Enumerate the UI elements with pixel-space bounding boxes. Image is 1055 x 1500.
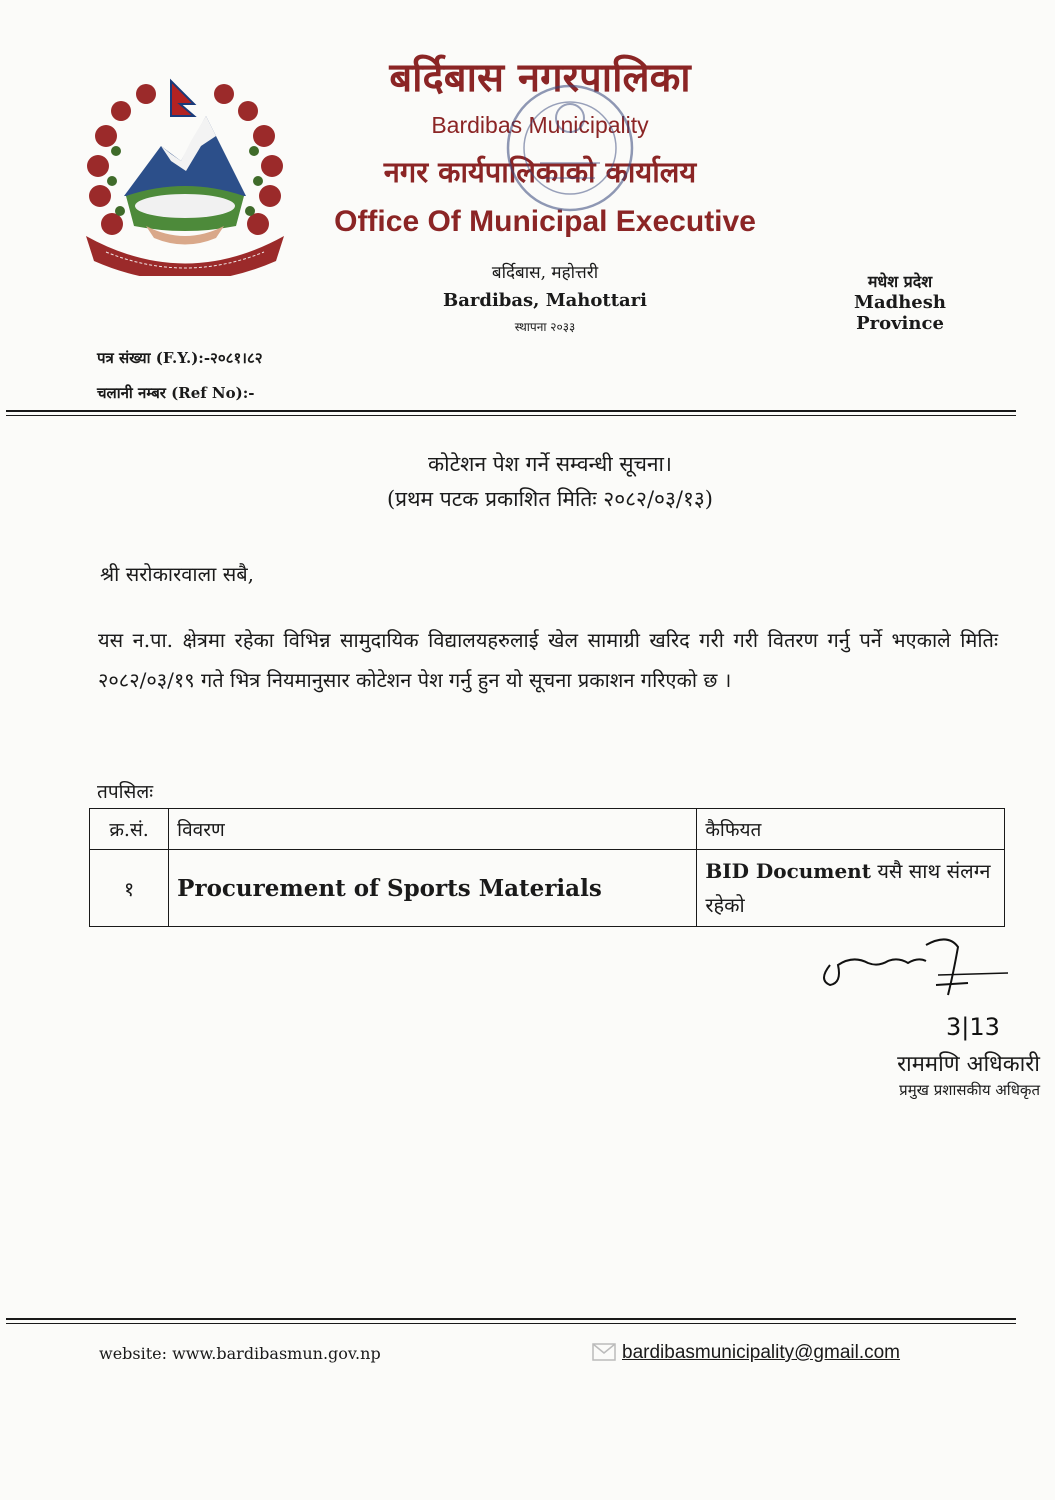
row-remark [697,850,1005,927]
email-link[interactable]: bardibasmunicipality@gmail.com [622,1342,901,1363]
signatory-title: प्रमुख प्रशासकीय अधिकृत [899,1081,1040,1099]
notice-body: यस न.पा. क्षेत्रमा रहेका विभिन्न सामुदायिक विद्यालयहरुलाई खेल सामाग्री खरिद गरी गरी वितरण गर्नु पर्ने भएकाले मितिः २०८२/०३/१९ गते भित्र नियमानुसार कोटेशन पेश गर्नु हुन यो सूचना प्रकाशन गरिएको छ । [98,628,998,692]
row-description: Procurement of Sports Materials [169,850,697,927]
column-header-sn: क्र.सं. [90,809,169,850]
address-en: Bardibas, Mahottari [443,290,647,311]
details-label: तपसिलः [97,781,154,803]
municipal-stamp-icon [500,78,640,218]
table-header-row [90,809,1005,850]
notice-published-date: (प्रथम पटक प्रकाशित मितिः २०८२/०३/१३) [386,487,713,511]
signature-date: 3|13 [946,1013,1000,1041]
established-year: स्थापना २०३३ [514,320,576,334]
signatory-name: राममणि अधिकारी [897,1052,1040,1077]
column-header-description: विवरण [169,809,697,850]
footer-divider-thin [6,1323,1016,1324]
handwritten-signature [808,935,1038,1045]
municipality-title-ne: बर्दिबास नगरपालिका [389,54,691,101]
address-ne: बर्दिबास, महोत्तरी [491,263,599,283]
header-divider [6,410,1016,412]
header-divider-thin [6,415,1016,416]
salutation: श्री सरोकारवाला सबै, [100,562,254,586]
notice-title: कोटेशन पेश गर्ने सम्वन्धी सूचना। [428,452,672,476]
province-ne: मधेश प्रदेश [867,272,933,291]
province-en: Madhesh Province [854,292,946,334]
row-sn: १ [90,850,169,927]
column-header-remark: कैफियत [697,809,1005,850]
website-link[interactable]: website: www.bardibasmun.gov.np [99,1344,381,1363]
row-remark-en: BID Document [705,859,871,883]
details-table [89,808,1005,927]
office-title-en: Office Of Municipal Executive [334,205,756,238]
footer-divider [6,1318,1016,1320]
mail-icon [592,1343,616,1361]
reference-number-label: चलानी नम्बर (Ref No):- [97,384,255,402]
fiscal-year-label: पत्र संख्या (F.Y.):-२०८१।८२ [97,349,263,367]
office-title-ne: नगर कार्यपालिकाको कार्यालय [383,155,697,189]
nepal-emblem-icon [76,76,294,276]
row-remark-ne: यसै साथ संलग्न रहेको [705,859,991,917]
table-row [90,850,1005,927]
municipality-title-en: Bardibas Municipality [431,112,649,138]
